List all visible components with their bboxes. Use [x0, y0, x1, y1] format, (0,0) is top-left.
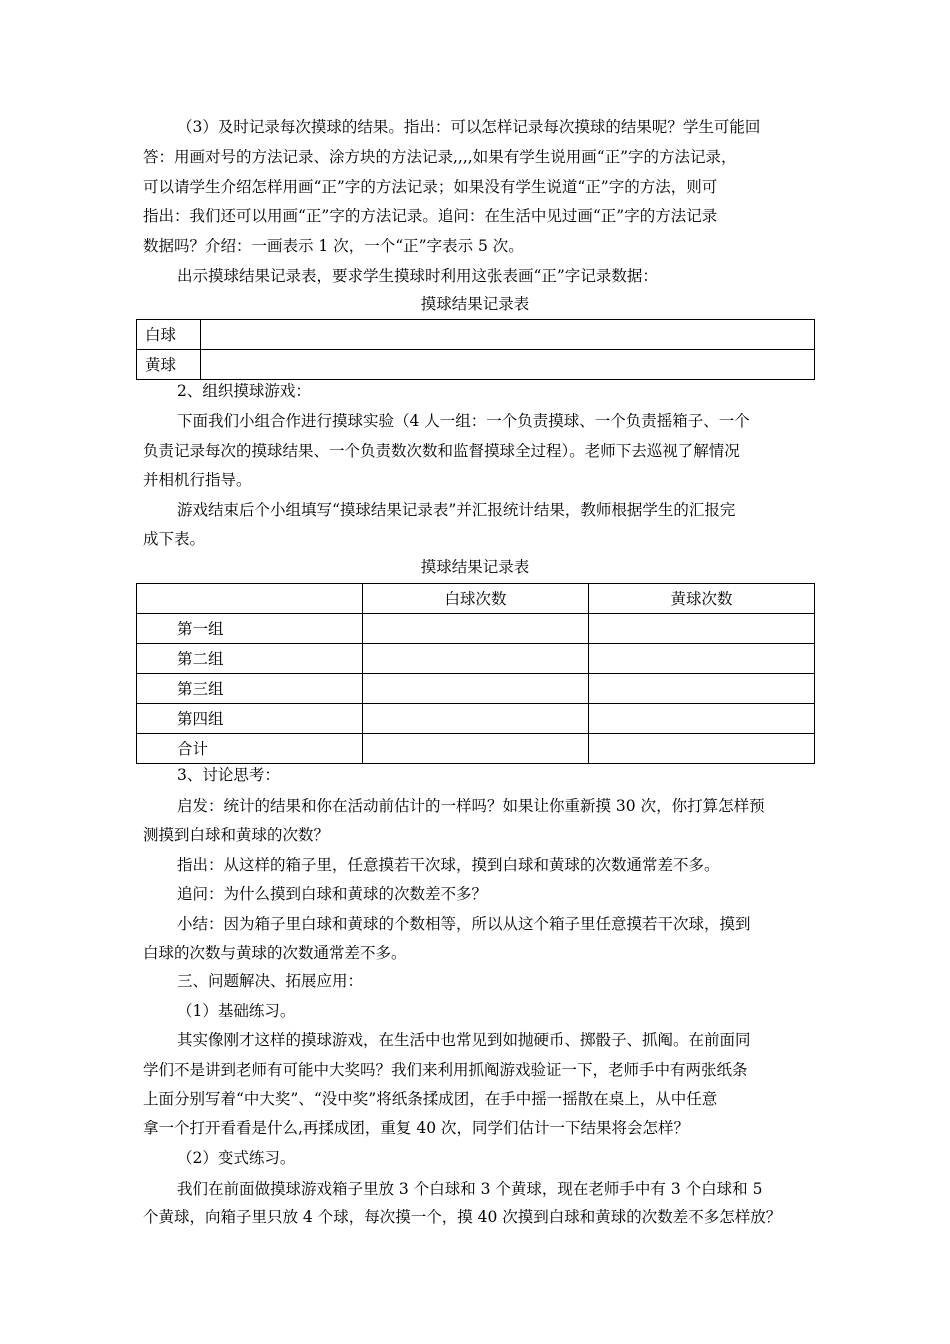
table-row — [137, 614, 815, 644]
paragraph-line: 测摸到白球和黄球的次数？ — [143, 826, 330, 844]
paragraph-line: 数据吗？介绍：一画表示 1 次，一个“正”字表示 5 次。 — [143, 237, 524, 255]
table-row — [137, 704, 815, 734]
paragraph-line: 出示摸球结果记录表，要求学生摸球时利用这张表画“正”字记录数据： — [177, 267, 658, 285]
table-header-row — [137, 584, 815, 614]
table-cell — [201, 320, 815, 350]
subsection-heading: （2）变式练习。 — [177, 1149, 296, 1167]
paragraph-line: 指出：从这样的箱子里，任意摸若干次球，摸到白球和黄球的次数通常差不多。 — [177, 856, 720, 874]
row-label: 第三组 — [137, 674, 363, 704]
paragraph-line: 拿一个打开看看是什么,再揉成团，重复 40 次，同学们估计一下结果将会怎样？ — [143, 1119, 690, 1137]
table-cell — [589, 644, 815, 674]
table1-title: 摸球结果记录表 — [420, 295, 530, 313]
row-label: 白球 — [137, 320, 201, 350]
table2-title: 摸球结果记录表 — [420, 558, 530, 576]
row-label: 第二组 — [137, 644, 363, 674]
paragraph-line: 答：用画对号的方法记录、涂方块的方法记录,,,,如果有学生说用画“正”字的方法记录， — [143, 148, 737, 166]
paragraph-line: 白球的次数与黄球的次数通常差不多。 — [143, 944, 407, 962]
table-row — [137, 320, 815, 350]
table-cell — [589, 674, 815, 704]
table-cell — [589, 614, 815, 644]
table-cell — [589, 734, 815, 764]
paragraph-line: 学们不是讲到老师有可能中大奖吗？我们来利用抓阄游戏验证一下，老师手中有两张纸条 — [143, 1061, 748, 1079]
row-label: 黄球 — [137, 350, 201, 380]
section-heading: 三、问题解决、拓展应用： — [177, 972, 364, 990]
table-row — [137, 674, 815, 704]
table-row — [137, 350, 815, 380]
paragraph-line: 其实像刚才这样的摸球游戏，在生活中也常见到如抛硬币、掷骰子、抓阄。在前面同 — [177, 1031, 751, 1049]
paragraph-line: 并相机行指导。 — [143, 471, 252, 489]
subsection-heading: （1）基础练习。 — [177, 1002, 296, 1020]
record-table-1 — [136, 319, 815, 380]
table-row — [137, 644, 815, 674]
paragraph-line: 启发：统计的结果和你在活动前估计的一样吗？如果让你重新摸 30 次，你打算怎样预 — [177, 797, 765, 815]
paragraph-line: 指出：我们还可以用画“正”字的方法记录。追问：在生活中见过画“正”字的方法记录 — [143, 207, 718, 225]
table-cell — [363, 644, 589, 674]
paragraph-line: 追问：为什么摸到白球和黄球的次数差不多？ — [177, 885, 488, 903]
table-cell — [363, 614, 589, 644]
table-cell — [201, 350, 815, 380]
paragraph-line: 我们在前面做摸球游戏箱子里放 3 个白球和 3 个黄球，现在老师手中有 3 个白球和 5 — [177, 1180, 763, 1198]
table-cell — [363, 704, 589, 734]
table-cell — [589, 704, 815, 734]
record-table-2 — [136, 583, 815, 764]
paragraph-line: 小结：因为箱子里白球和黄球的个数相等，所以从这个箱子里任意摸若干次球，摸到 — [177, 915, 751, 933]
paragraph-line: 下面我们小组合作进行摸球实验（4 人一组：一个负责摸球、一个负责摇箱子、一个 — [177, 412, 750, 430]
section-heading: 3、讨论思考： — [177, 766, 280, 784]
row-label: 第一组 — [137, 614, 363, 644]
table-cell — [363, 674, 589, 704]
header-cell: 黄球次数 — [589, 584, 815, 614]
paragraph-line: 可以请学生介绍怎样用画“正”字的方法记录；如果没有学生说道“正”字的方法，则可 — [143, 178, 718, 196]
paragraph-line: 成下表。 — [143, 530, 206, 548]
table-cell — [363, 734, 589, 764]
paragraph-line: 上面分别写着“中大奖”、“没中奖”将纸条揉成团，在手中摇一摇散在桌上，从中任意 — [143, 1090, 718, 1108]
header-cell: 白球次数 — [363, 584, 589, 614]
paragraph-line: 游戏结束后个小组填写“摸球结果记录表”并汇报统计结果，教师根据学生的汇报完 — [177, 501, 736, 519]
row-label: 合计 — [137, 734, 363, 764]
paragraph-line: 个黄球，向箱子里只放 4 个球，每次摸一个，摸 40 次摸到白球和黄球的次数差不多怎样放？ — [143, 1208, 782, 1226]
paragraph-line: 负责记录每次的摸球结果、一个负责数次数和监督摸球全过程）。老师下去巡视了解情况 — [143, 442, 740, 460]
table-row — [137, 734, 815, 764]
paragraph-line: （3）及时记录每次摸球的结果。指出：可以怎样记录每次摸球的结果呢？学生可能回 — [177, 118, 761, 136]
header-cell — [137, 584, 363, 614]
row-label: 第四组 — [137, 704, 363, 734]
section-heading: 2、组织摸球游戏： — [177, 382, 311, 400]
